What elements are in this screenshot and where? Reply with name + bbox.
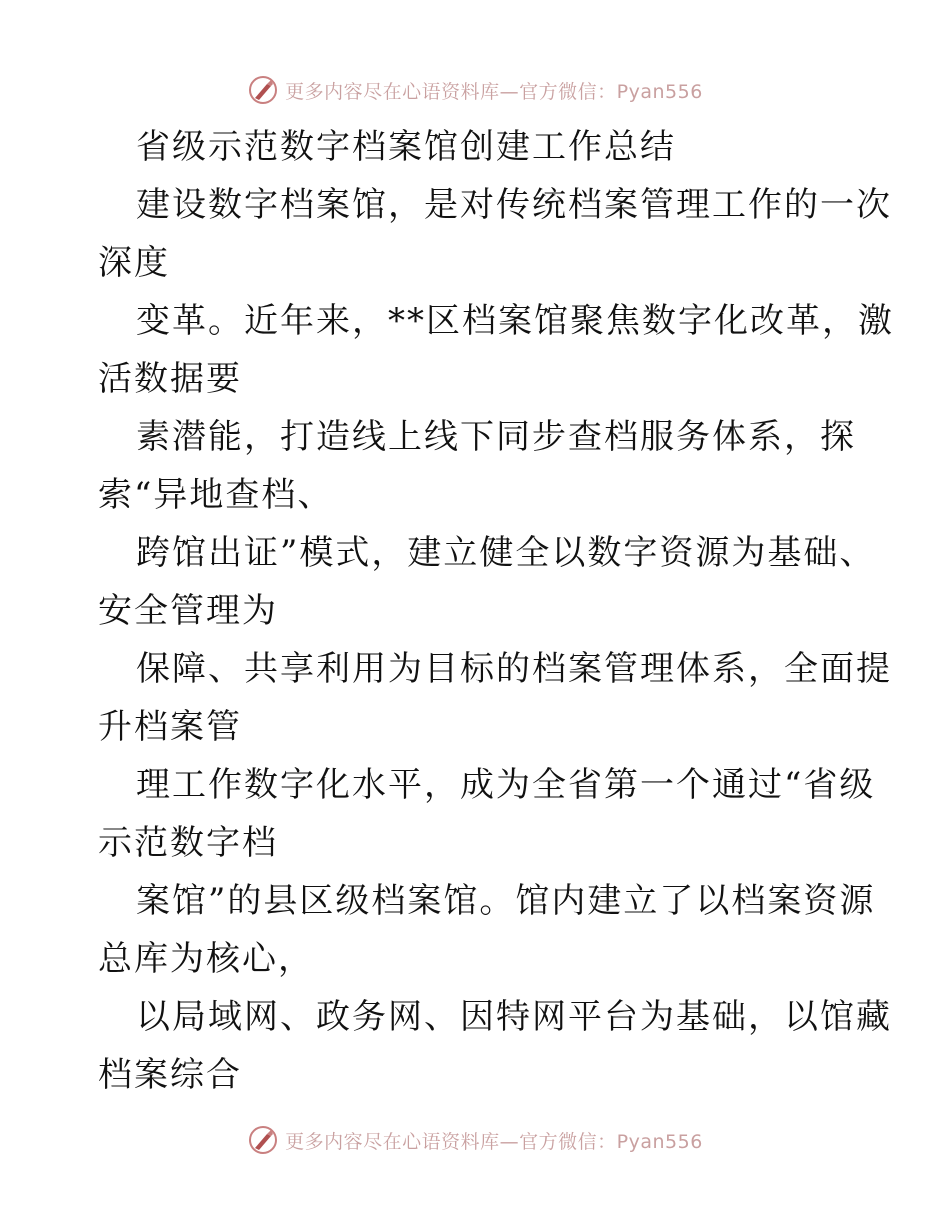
text-line: 升档案管 bbox=[98, 707, 242, 747]
text-line: 总库为核心， bbox=[98, 939, 314, 979]
text-line: 建设数字档案馆，是对传统档案管理工作的一次 bbox=[136, 185, 892, 225]
text-line: 活数据要 bbox=[98, 359, 242, 399]
text-line: 索“异地查档、 bbox=[98, 475, 334, 515]
pen-nib-logo-icon bbox=[247, 74, 279, 106]
text-line: 以局域网、政务网、因特网平台为基础，以馆藏 bbox=[136, 997, 892, 1037]
text-line: 保障、共享利用为目标的档案管理体系，全面提 bbox=[136, 649, 892, 689]
footer-watermark-text: 更多内容尽在心语资料库—官方微信：Pyan556 bbox=[285, 1130, 703, 1153]
text-line: 素潜能，打造线上线下同步查档服务体系，探 bbox=[136, 417, 856, 457]
document-body bbox=[98, 118, 894, 1104]
text-line: 跨馆出证”模式，建立健全以数字资源为基础、 bbox=[136, 533, 876, 573]
header-watermark-banner bbox=[0, 70, 950, 110]
text-line: 示范数字档 bbox=[98, 823, 278, 863]
text-line: 案馆”的县区级档案馆。馆内建立了以档案资源 bbox=[136, 881, 876, 921]
text-line: 安全管理为 bbox=[98, 591, 278, 631]
text-line: 档案综合 bbox=[98, 1055, 242, 1095]
footer-watermark-banner bbox=[0, 1120, 950, 1160]
text-line: 深度 bbox=[98, 243, 170, 283]
header-watermark-text: 更多内容尽在心语资料库—官方微信：Pyan556 bbox=[285, 80, 703, 103]
text-line: 理工作数字化水平，成为全省第一个通过“省级 bbox=[136, 765, 876, 805]
document-title: 省级示范数字档案馆创建工作总结 bbox=[136, 127, 676, 167]
text-line: 变革。近年来，**区档案馆聚焦数字化改革，激 bbox=[136, 301, 894, 341]
pen-nib-logo-icon bbox=[247, 1124, 279, 1156]
